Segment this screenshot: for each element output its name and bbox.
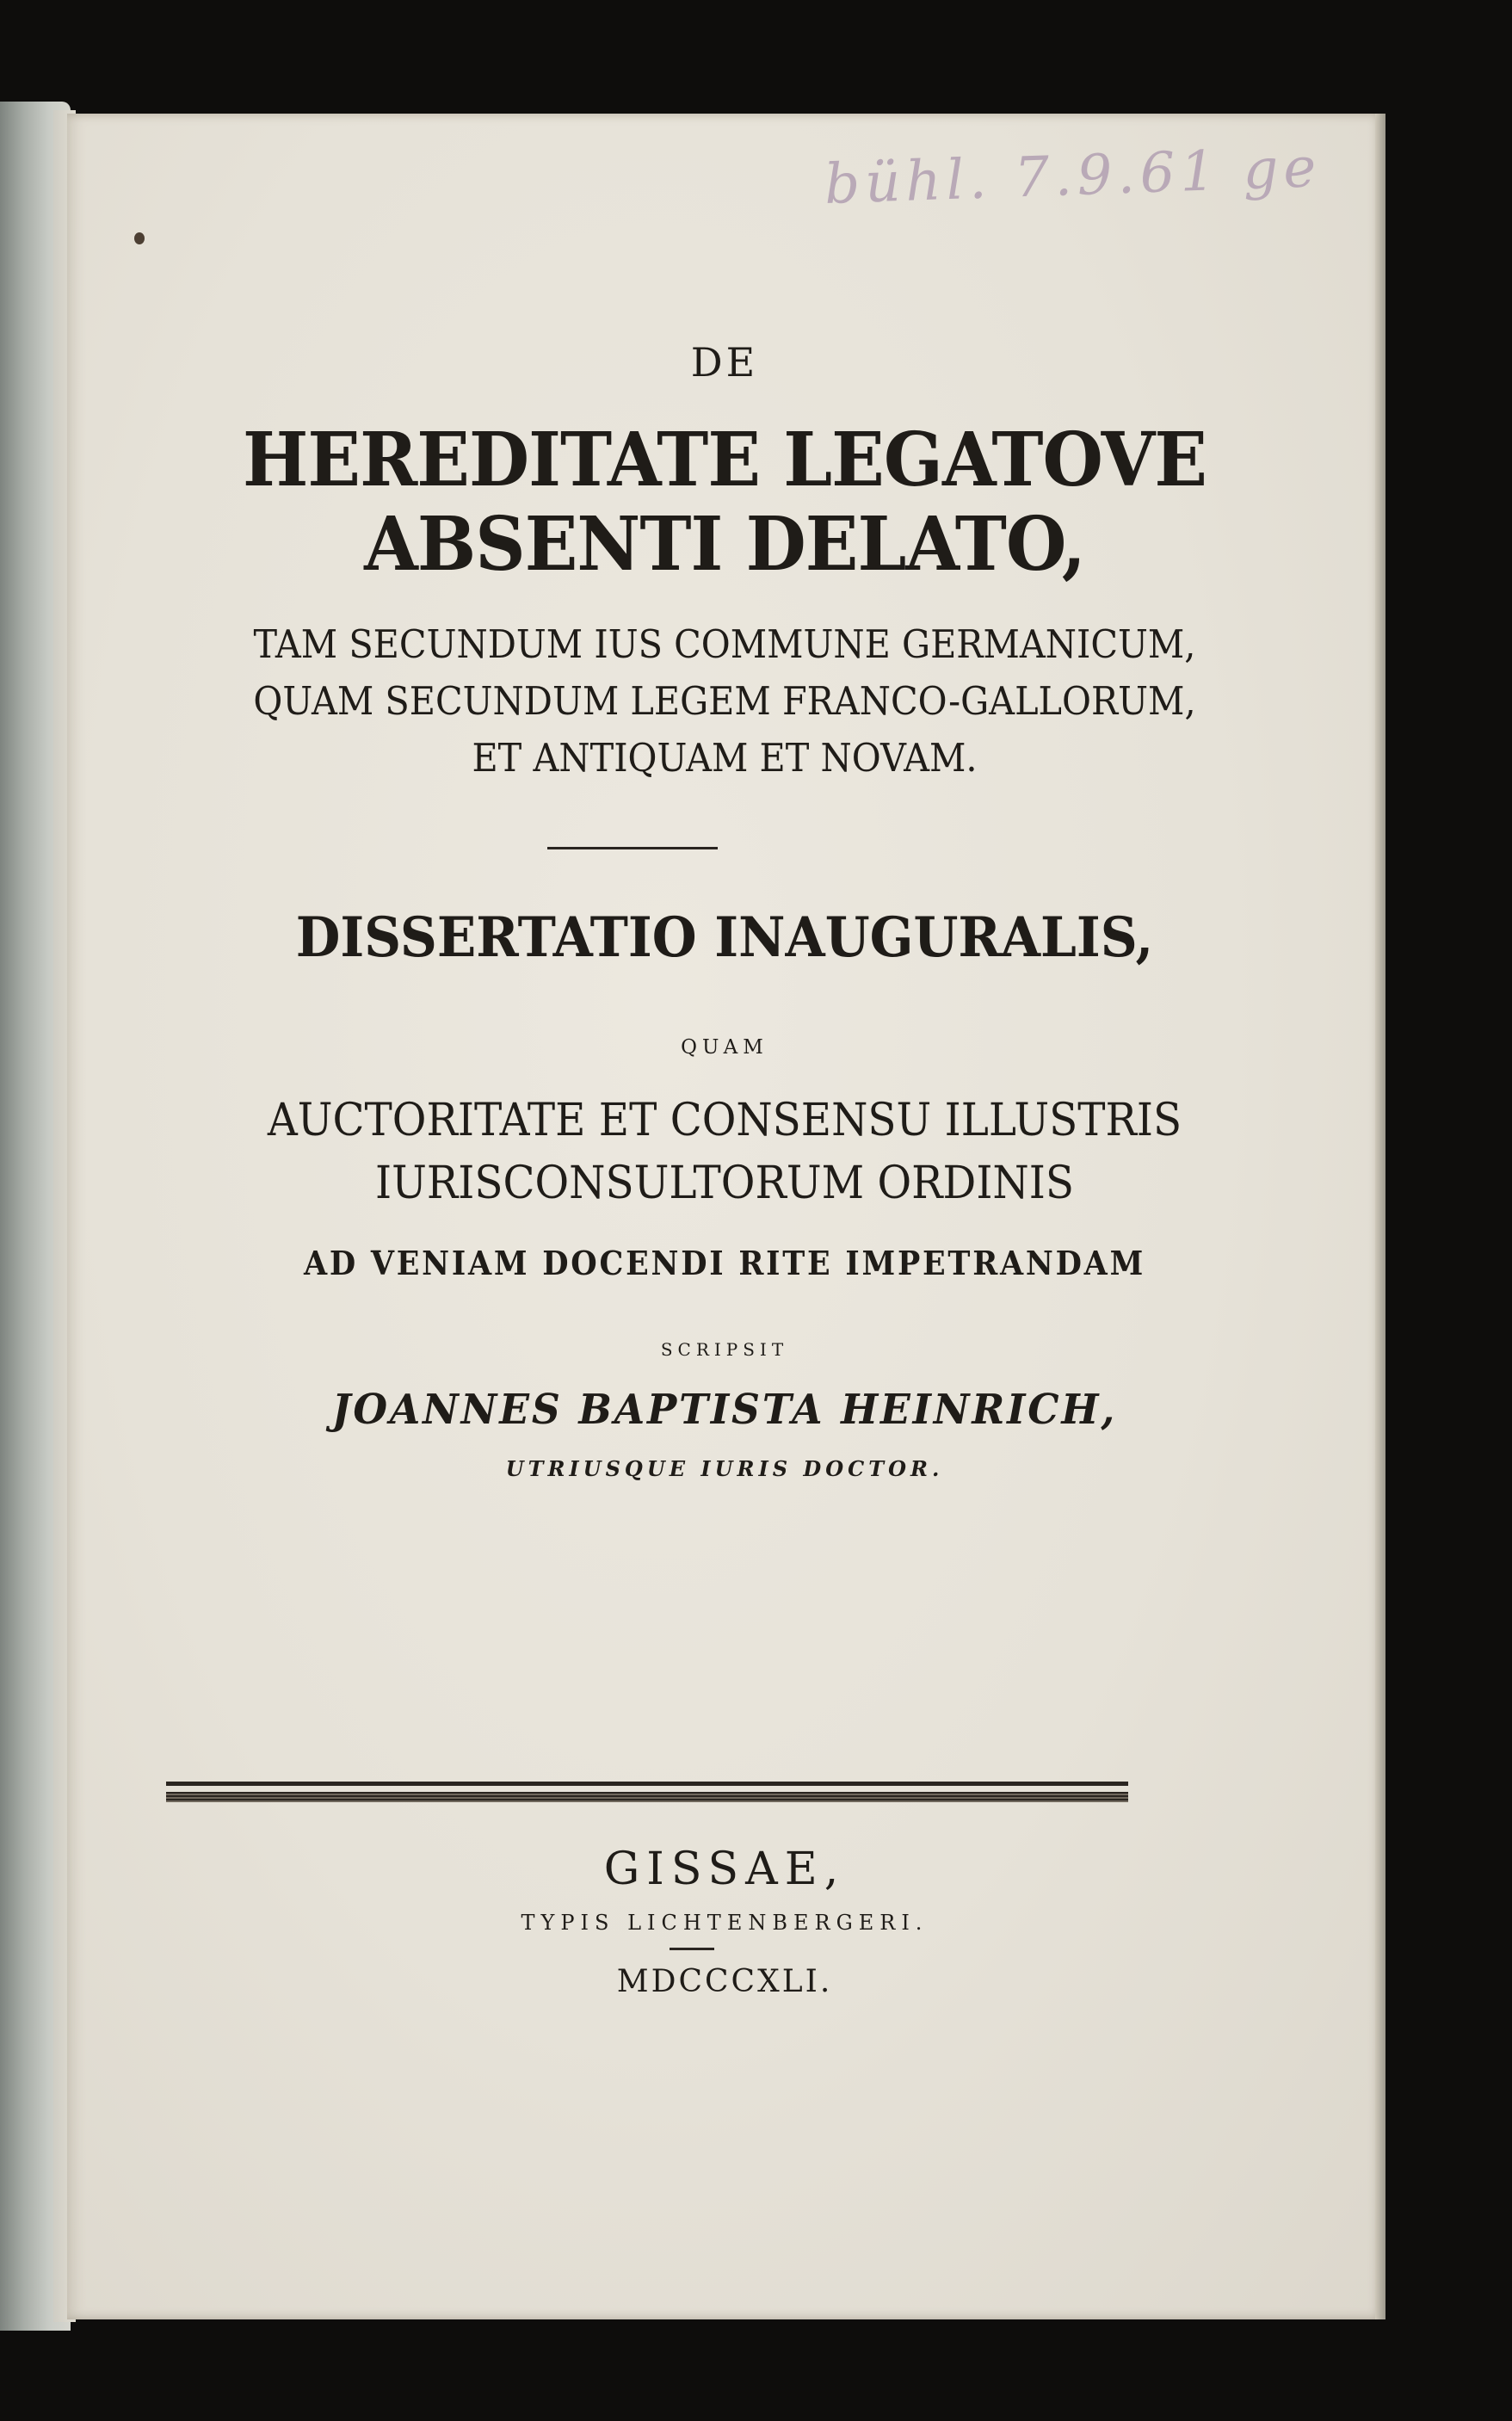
title-line-2: ABSENTI DELATO, (364, 501, 1085, 588)
imprint-printer: TYPIS LICHTENBERGERI. (521, 1911, 929, 1935)
dissertation-heading: DISSERTATIO INAUGURALIS, (295, 905, 1154, 970)
quam-label: QUAM (681, 1036, 768, 1059)
author-name: JOANNES BAPTISTA HEINRICH, (331, 1386, 1118, 1434)
double-rule-top (166, 1782, 1128, 1786)
author-degree: UTRIUSQUE IURIS DOCTOR. (505, 1456, 944, 1481)
subtitle-line-1: TAM SECUNDUM IUS COMMUNE GERMANICUM, (253, 621, 1196, 667)
title-de: DE (690, 339, 759, 386)
subtitle-line-3: ET ANTIQUAM ET NOVAM. (472, 735, 978, 781)
purpose-line: AD VENIAM DOCENDI RITE IMPETRANDAM (303, 1244, 1146, 1282)
ink-spot (134, 232, 145, 244)
imprint-place: GISSAE, (603, 1844, 846, 1895)
imprint-year: MDCCCXLI. (616, 1964, 833, 1999)
short-rule (670, 1948, 714, 1950)
authority-line-1: AUCTORITATE ET CONSENSU ILLUSTRIS (267, 1095, 1182, 1146)
double-rule-bottom (166, 1792, 1128, 1802)
scripsit-label: SCRIPSIT (660, 1339, 789, 1360)
handwritten-shelfmark: bühl. 7.9.61 ge (823, 135, 1323, 218)
authority-line-2: IURISCONSULTORUM ORDINIS (375, 1158, 1074, 1209)
page-right-edge (1375, 114, 1385, 2319)
title-line-1: HEREDITATE LEGATOVE (242, 417, 1207, 503)
title-page (67, 114, 1382, 2319)
divider-rule (547, 847, 718, 849)
subtitle-line-2: QUAM SECUNDUM LEGEM FRANCO-GALLORUM, (253, 678, 1196, 724)
